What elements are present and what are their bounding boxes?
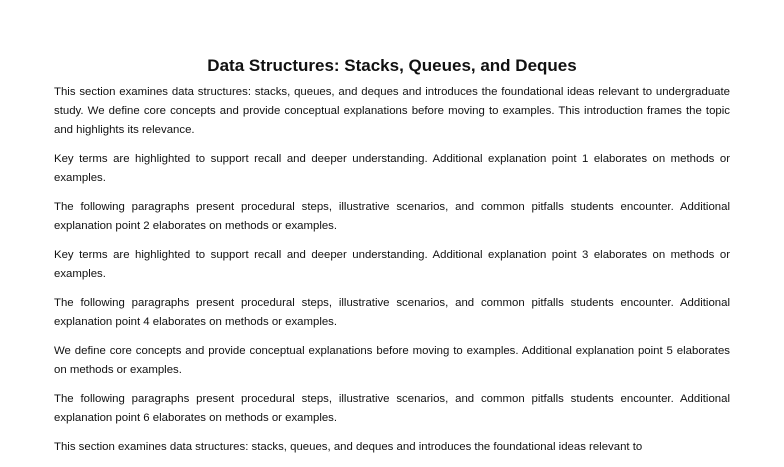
- paragraph-point-1: Key terms are highlighted to support recall and deeper understanding. Additional explanation point 1 elaborates on methods or examples.: [54, 153, 730, 184]
- paragraph-point-6: The following paragraphs present procedural steps, illustrative scenarios, and common pitfalls students encounter. Additional explanation point 6 elaborates on methods or examples.: [54, 393, 730, 424]
- paragraph-point-5: We define core concepts and provide conceptual explanations before moving to examples. Additional explanation point 5 elaborates on methods or examples.: [54, 345, 730, 376]
- paragraph-point-2: The following paragraphs present procedural steps, illustrative scenarios, and common pitfalls students encounter. Additional explanation point 2 elaborates on methods or examples.: [54, 201, 730, 232]
- document-page: [54, 54, 730, 467]
- paragraph-intro: This section examines data structures: stacks, queues, and deques and introduces the foundational ideas relevant to undergraduate study. We define core concepts and provide conceptual explanations before moving to examples. This introduction frames the topic and highlights its relevance.: [54, 86, 730, 136]
- page-title: Data Structures: Stacks, Queues, and Deques: [207, 56, 577, 75]
- paragraph-point-4: The following paragraphs present procedural steps, illustrative scenarios, and common pitfalls students encounter. Additional explanation point 4 elaborates on methods or examples.: [54, 297, 730, 328]
- paragraph-continued: This section examines data structures: stacks, queues, and deques and introduces the foundational ideas relevant to: [54, 441, 643, 453]
- paragraph-point-3: Key terms are highlighted to support recall and deeper understanding. Additional explanation point 3 elaborates on methods or examples.: [54, 249, 730, 280]
